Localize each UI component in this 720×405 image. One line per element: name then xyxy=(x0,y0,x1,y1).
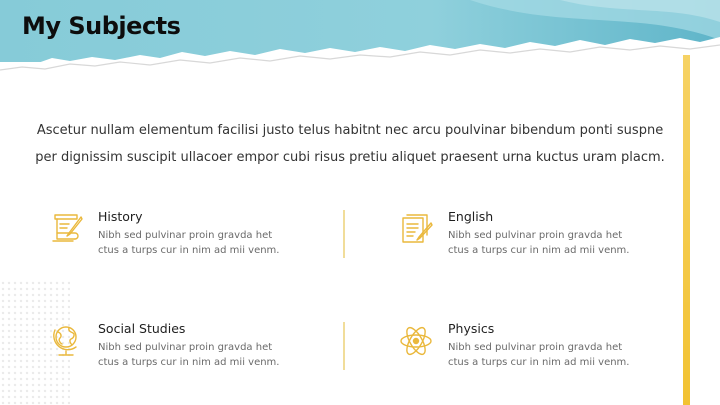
gold-accent-bar xyxy=(683,55,690,405)
subject-title: History xyxy=(98,209,143,224)
globe-icon xyxy=(47,321,85,359)
column-divider xyxy=(343,322,345,370)
subject-title: Social Studies xyxy=(98,321,186,336)
scroll-quill-icon xyxy=(47,209,85,247)
subject-card-social-studies xyxy=(47,321,307,381)
subject-description: Nibh sed pulvinar proin gravda het ctus a turps cur in nim ad mii venm. xyxy=(98,342,280,368)
atom-icon xyxy=(397,321,435,359)
column-divider xyxy=(343,210,345,258)
subject-description: Nibh sed pulvinar proin gravda het ctus a turps cur in nim ad mii venm. xyxy=(98,230,280,256)
page-title: My Subjects xyxy=(22,12,181,40)
subject-card-english xyxy=(397,209,657,269)
intro-line-1: Ascetur nullam elementum facilisi justo telus habitnt nec arcu poulvinar bibendum ponti suspne xyxy=(36,123,664,138)
intro-paragraph xyxy=(20,117,680,171)
document-pen-icon xyxy=(397,209,435,247)
subject-title: English xyxy=(448,209,494,224)
subject-card-physics xyxy=(397,321,657,381)
intro-line-2: per dignissim suscipit ullacoer empor cubi risus pretiu aliquet praesent urna kuctus uram placm. xyxy=(35,150,665,165)
subject-description: Nibh sed pulvinar proin gravda het ctus a turps cur in nim ad mii venm. xyxy=(448,230,630,256)
subject-description: Nibh sed pulvinar proin gravda het ctus a turps cur in nim ad mii venm. xyxy=(448,342,630,368)
subject-card-history xyxy=(47,209,307,269)
subject-title: Physics xyxy=(448,321,495,336)
header-banner xyxy=(0,0,720,80)
